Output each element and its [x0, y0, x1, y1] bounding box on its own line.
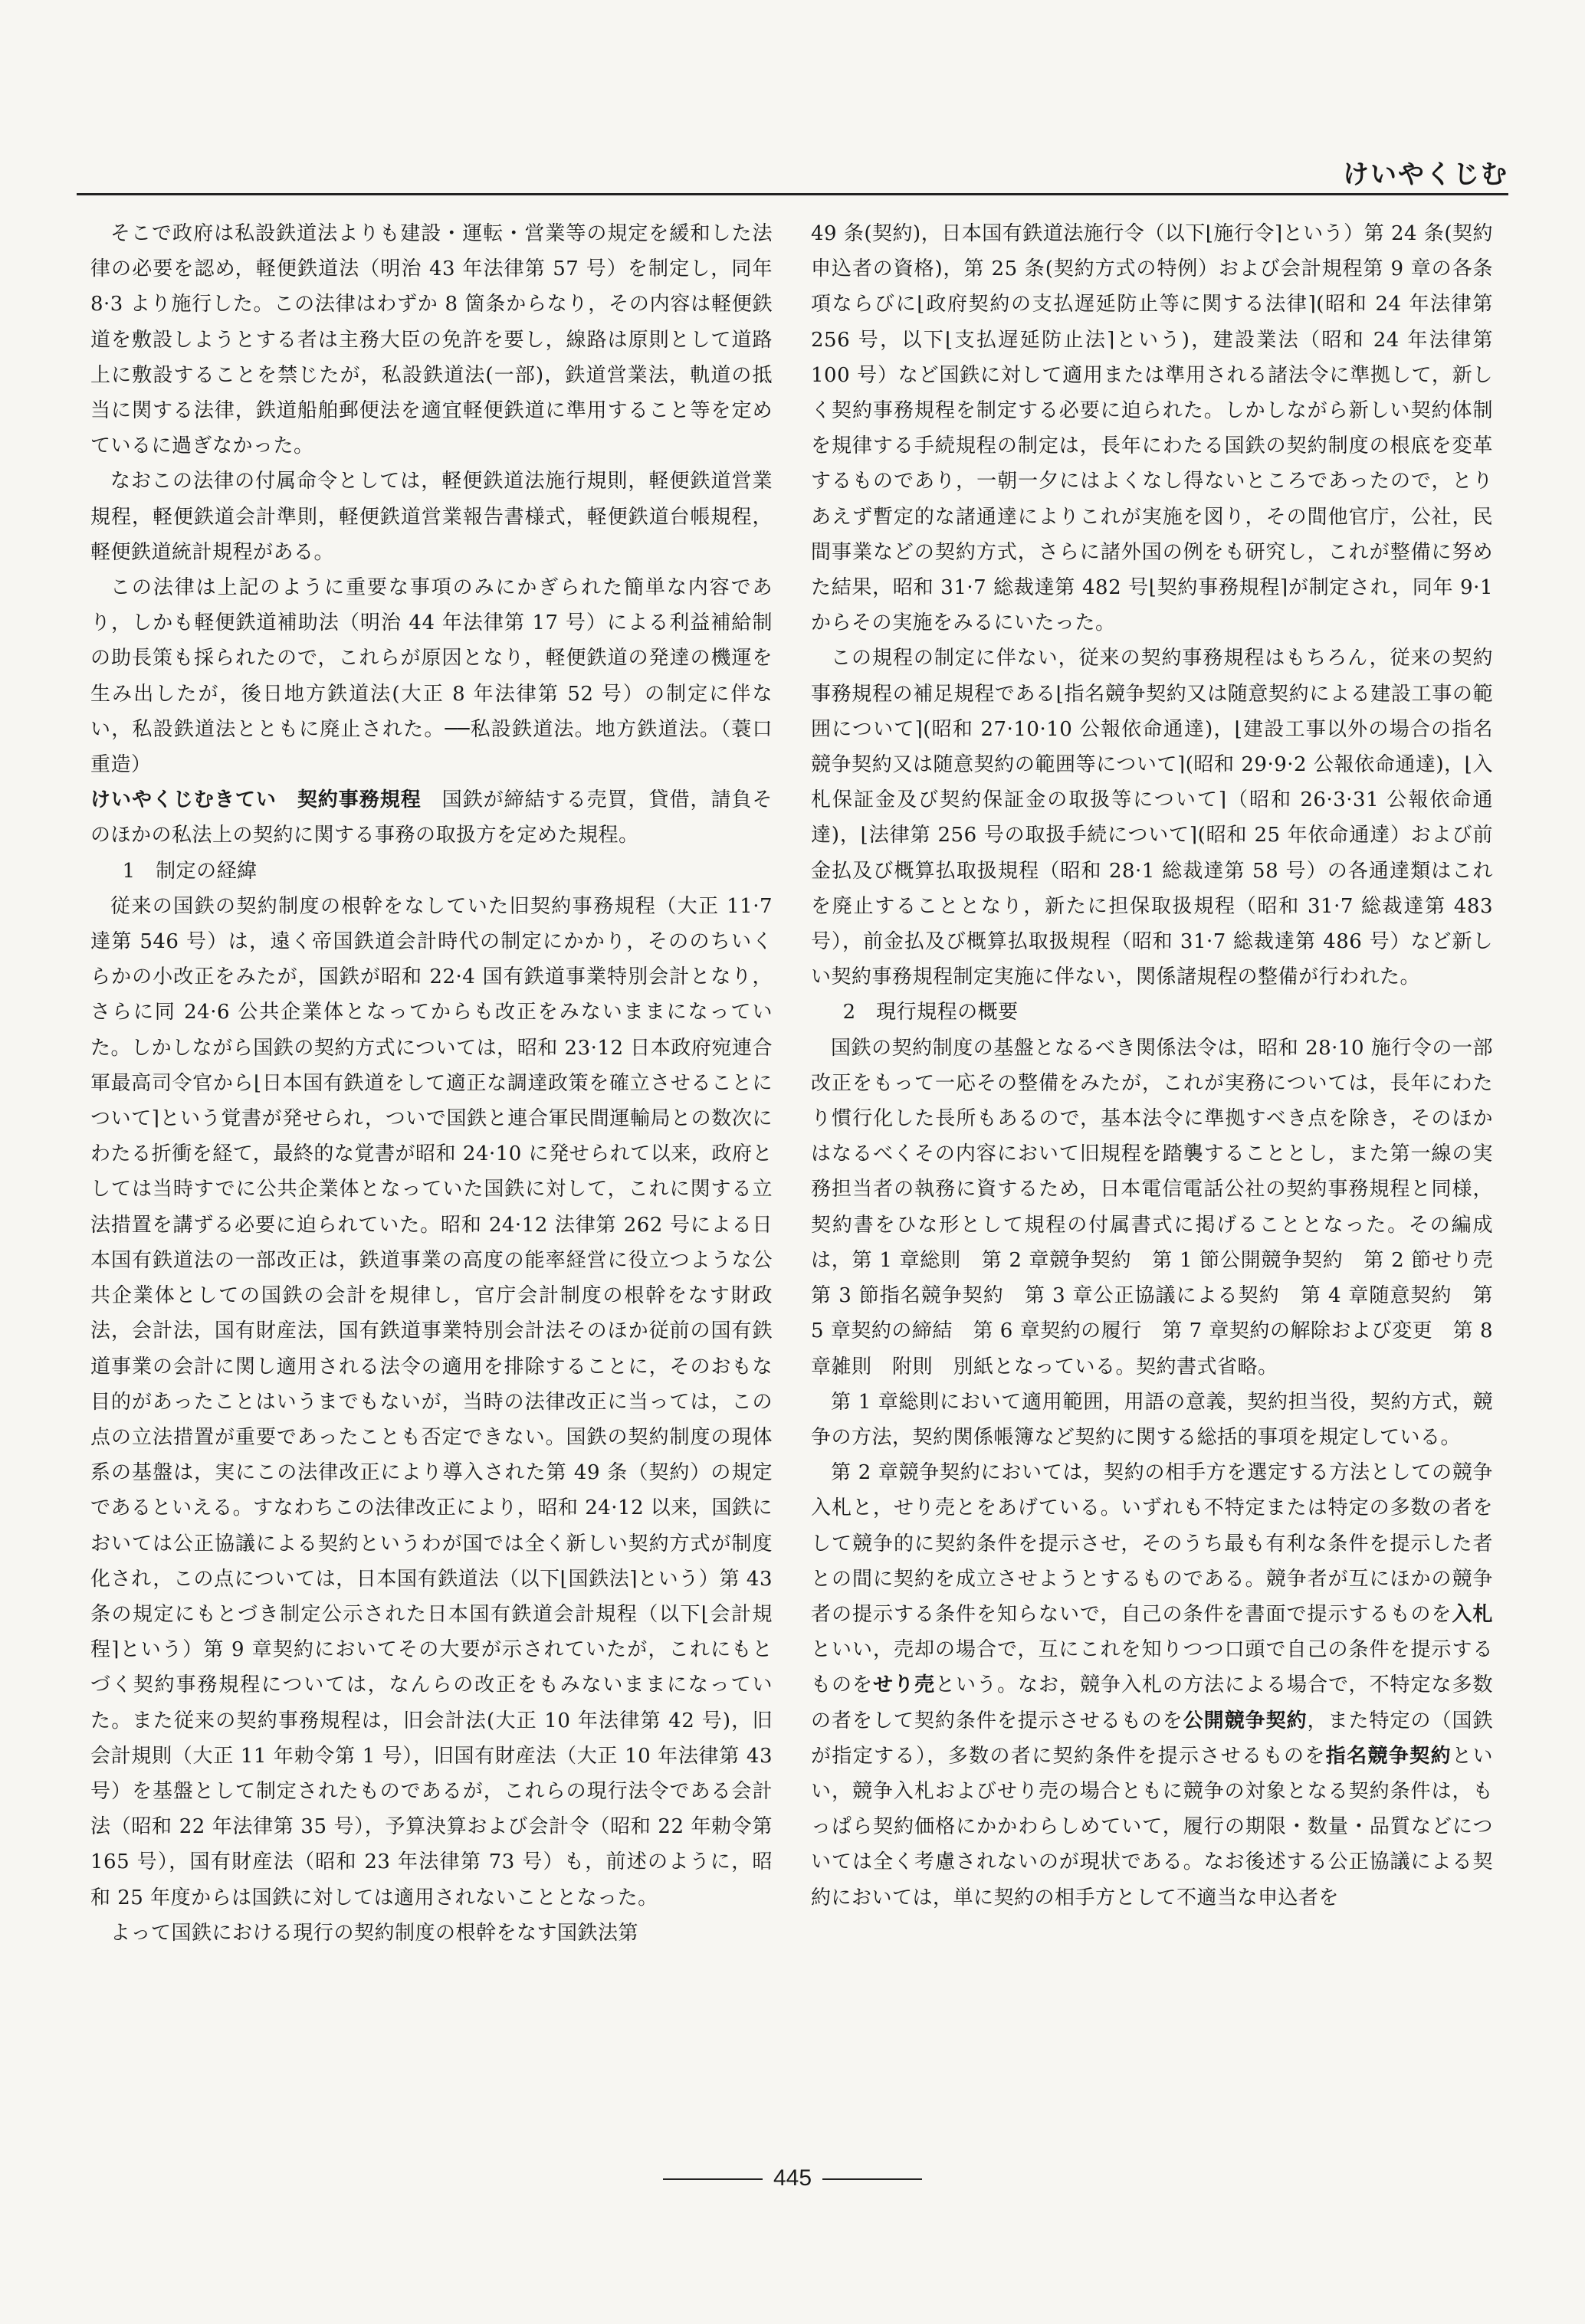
- paragraph: 従来の国鉄の契約制度の根幹をなしていた旧契約事務規程（大正 11·7 達第 546 号）は，遠く帝国鉄道会計時代の制定にかかり，そののちいくらかの小改正をみたが，国鉄が昭和 22·4 国有鉄道事業特別会計となり，さらに同 24·6 公共企業体となってからも改正をみないままになっていた。しかしながら国鉄の契約方式については，昭和 23·12 日本政府宛連合軍最高司令官から⌊日本国有鉄道をして適正な調達政策を確立させることについて⌉という覚書が発せられ，ついで国鉄と連合軍民間運輸局との数次にわたる折衝を経て，最終的な覚書が昭和 24·10 に発せられて以来，政府としては当時すでに公共企業体となっていた国鉄に対して，これに関する立法措置を講ずる必要に迫られていた。昭和 24·12 法律第 262 号による日本国有鉄道法の一部改正は，鉄道事業の高度の能率経営に役立つような公共企業体としての国鉄の会計を規律し，官庁会計制度の根幹をなす財政法，会計法，国有財産法，国有鉄道事業特別会計法そのほか従前の国有鉄道事業の会計に関し適用される法令の適用を排除することに，そのおもな目的があったことはいうまでもないが，当時の法律改正に当っては，この点の立法措置が重要であったことも否定できない。国鉄の契約制度の現体系の基盤は，実にこの法律改正により導入された第 49 条（契約）の規定であるといえる。すなわちこの法律改正により，昭和 24·12 以来，国鉄においては公正協議による契約というわが国では全く新しい契約方式が制度化され，この点については，日本国有鉄道法（以下⌊国鉄法⌉という）第 43 条の規定にもとづき制定公示された日本国有鉄道会計規程（以下⌊会計規程⌉という）第 9 章契約においてその大要が示されていたが，これにもとづく契約事務規程については，なんらの改正をもみないままになっていた。また従来の契約事務規程は，旧会計法(大正 10 年法律第 42 号)，旧会計規則（大正 11 年勅令第 1 号），旧国有財産法（大正 10 年法律第 43 号）を基盤として制定されたものであるが，これらの現行法令である会計法（昭和 22 年法律第 35 号），予算決算および会計令（昭和 22 年勅令第 165 号），国有財産法（昭和 23 年法律第 73 号）も，前述のように，昭和 25 年度からは国鉄に対しては適用されないこととなった。: [90, 894, 773, 1909]
- section-heading: 1 制定の経緯: [122, 859, 258, 883]
- bold-term: せり売: [873, 1673, 935, 1697]
- paragraph: 49 条(契約)，日本国有鉄道法施行令（以下⌊施行令⌉という）第 24 条(契約申込者の資格)，第 25 条(契約方式の特例）および会計規程第 9 章の各条項ならびに⌊政府契約の支払遅延防止等に関する法律⌉(昭和 24 年法律第 256 号，以下⌊支払遅延防止法⌉という)，建設業法（昭和 24 年法律第 100 号）など国鉄に対して適用または準用される諸法令に準拠して，新しく契約事務規程を制定する必要に迫られた。しかしながら新しい契約体制を規律する手続規程の制定は，長年にわたる国鉄の契約制度の根底を変革するものであり，一朝一夕にはよくなし得ないところであったので，とりあえず暫定的な諸通達によりこれが実施を図り，その間他官庁，公社，民間事業などの契約方式，さらに諸外国の例をも研究し，これが整備に努めた結果，昭和 31·7 総裁達第 482 号⌊契約事務規程⌉が制定され，同年 9·1 からその実施をみるにいたった。: [811, 222, 1493, 635]
- running-title: けいやくじむ: [1343, 159, 1508, 190]
- right-column: [811, 216, 1514, 1916]
- section-heading: 2 現行規程の概要: [842, 1001, 1019, 1024]
- footer-rule-right: [822, 2178, 922, 2180]
- text-run: 第 2 章競争契約においては，契約の相手方を選定する方法としての競争入札と，せり売とをあげている。いずれも不特定または特定の多数の者をして競争的に契約条件を提示させ，そのうち最も有利な条件を提示した者との間に契約を成立させようとするものである。競争者が互にほかの競争者の提示する条件を知らないで，自己の条件を書面で提示するものを: [811, 1461, 1493, 1626]
- paragraph: 国鉄の契約制度の基盤となるべき関係法令は，昭和 28·10 施行令の一部改正をもって一応その整備をみたが，これが実務については，長年にわたり慣行化した長所もあるので，基本法令に準拠すべき点を除き，そのほかはなるべくその内容において旧規程を踏襲することとし，また第一線の実務担当者の執務に資するため，日本電信電話公社の契約事務規程と同様，契約書をひな形として規程の付属書式に掲げることとなった。その編成は，第 1 章総則 第 2 章競争契約 第 1 節公開競争契約 第 2 節せり売 第 3 節指名競争契約 第 3 章公正協議による契約 第 4 章随意契約 第 5 章契約の締結 第 6 章契約の履行 第 7 章契約の解除および変更 第 8 章雑則 附則 別紙となっている。契約書式省略。: [811, 1036, 1514, 1378]
- text-run: ，また特定の（国鉄が指定する），多数の者に契約条件を提示させるものを: [811, 1709, 1493, 1768]
- left-column: [90, 216, 773, 1951]
- entry-paragraph: [90, 782, 773, 853]
- paragraph: この規程の制定に伴ない，従来の契約事務規程はもちろん，従来の契約事務規程の補足規程である⌊指名競争契約又は随意契約による建設工事の範囲について⌉(昭和 27·10·10 公報依命通達)，⌊建設工事以外の場合の指名競争契約又は随意契約の範囲等について⌉(昭和 29·9·2 公報依命通達)，⌊入札保証金及び契約保証金の取扱等について⌉（昭和 26·3·31 公報依命通達)，⌊法律第 256 号の取扱手続について⌉(昭和 25 年依命通達）および前金払及び概算払取扱規程（昭和 28·1 総裁達第 58 号）の各通達類はこれを廃止することとなり，新たに担保取扱規程（昭和 31·7 総裁達第 483 号），前金払及び概算払取扱規程（昭和 31·7 総裁達第 486 号）など新しい契約事務規程制定実施に伴ない，関係諸規程の整備が行われた。: [811, 647, 1493, 989]
- entry-title: 契約事務規程: [297, 788, 422, 812]
- running-header: [77, 153, 1508, 195]
- page-footer: [0, 2165, 1585, 2191]
- paragraph: この法律は上記のように重要な事項のみにかぎられた簡単な内容であり，しかも軽便鉄道補助法（明治 44 年法律第 17 号）による利益補給制の助長策も採られたので，これらが原因となり，軽便鉄道の発達の機運を生み出したが，後日地方鉄道法(大正 8 年法律第 52 号）の制定に伴ない，私設鉄道法とともに廃止された。──私設鉄道法。地方鉄道法。（蓑口重造）: [90, 576, 773, 777]
- footer-rule-left: [663, 2178, 763, 2180]
- paragraph: よって国鉄における現行の契約制度の根幹をなす国鉄法第: [110, 1921, 639, 1945]
- bold-term: 入札: [1452, 1602, 1493, 1626]
- entry-term: けいやくじむきてい: [90, 788, 277, 812]
- paragraph: なおこの法律の付属命令としては，軽便鉄道法施行規則，軽便鉄道営業規程，軽便鉄道会計準則，軽便鉄道営業報告書様式，軽便鉄道台帳規程，軽便鉄道統計規程がある。: [90, 470, 773, 564]
- bold-term: 指名競争契約: [1325, 1744, 1452, 1768]
- entry-definition: 国鉄が締結する売買，貸借，請負そのほかの私法上の契約に関する事務の取扱方を定めた規程。: [90, 788, 773, 847]
- page-number: 445: [773, 2165, 812, 2191]
- text-run: といい，売却の場合で，互にこれを知りつつ口頭で自己の条件を提示するものを: [811, 1638, 1493, 1697]
- paragraph: 第 1 章総則において適用範囲，用語の意義，契約担当役，契約方式，競争の方法，契約関係帳簿など契約に関する総括的事項を規定している。: [811, 1390, 1493, 1449]
- paragraph: [811, 1455, 1493, 1916]
- text-run: という。なお，競争入札の方法による場合で，不特定な多数の者をして契約条件を提示させるものを: [811, 1673, 1493, 1732]
- text-run: といい，競争入札およびせり売の場合ともに競争の対象となる契約条件は，もっぱら契約価格にかかわらしめていて，履行の期限・数量・品質などについては全く考慮されないのが現状である。なお後述する公正協議による契約においては，単に契約の相手方として不適当な申込者を: [811, 1744, 1493, 1909]
- paragraph: そこで政府は私設鉄道法よりも建設・運転・営業等の規定を緩和した法律の必要を認め，軽便鉄道法（明治 43 年法律第 57 号）を制定し，同年 8·3 より施行した。この法律はわずか 8 箇条からなり，その内容は軽便鉄道を敷設しようとする者は主務大臣の免許を要し，線路は原則として道路上に敷設することを禁じたが，私設鉄道法(一部)，鉄道営業法，軌道の抵当に関する法律，鉄道船舶郵便法を適宜軽便鉄道に準用すること等を定めているに過ぎなかった。: [90, 222, 773, 458]
- bold-term: 公開競争契約: [1183, 1709, 1308, 1732]
